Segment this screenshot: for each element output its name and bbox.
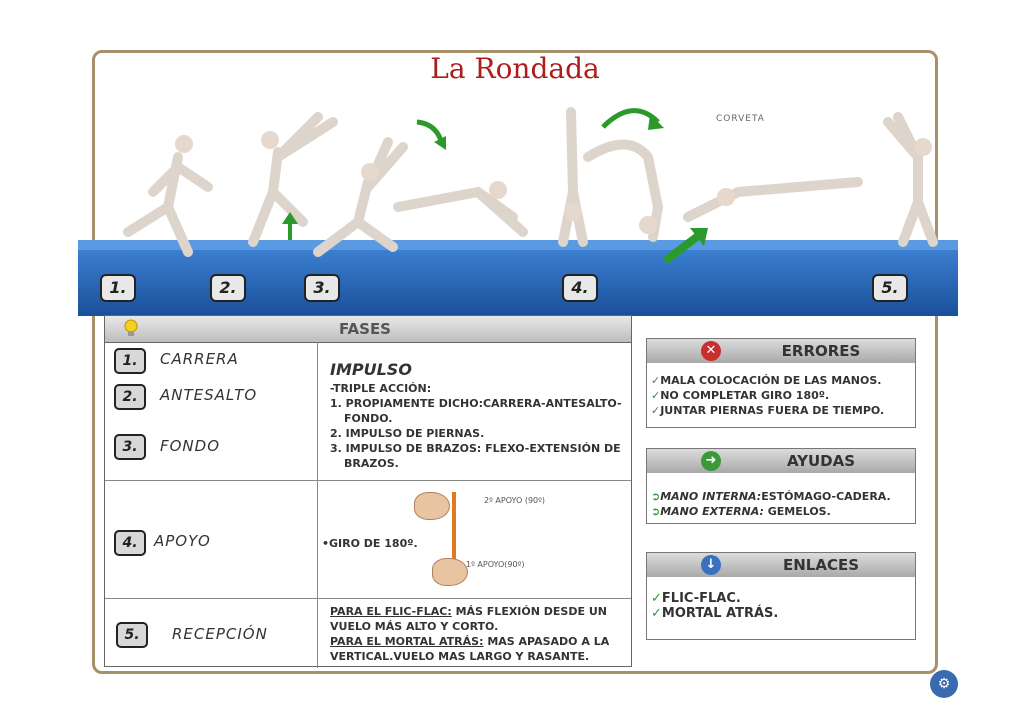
ayuda-text: GEMELOS. — [763, 505, 831, 518]
impulso-line: -TRIPLE ACCIÓN: — [330, 382, 432, 395]
recepcion-text: MÁS FLEXIÓN DESDE UN — [451, 605, 607, 618]
check-icon: ✓ — [651, 374, 661, 387]
enlace-item — [647, 591, 915, 606]
check-icon: ✓ — [651, 606, 662, 621]
ayuda-text: ESTÓMAGO-CADERA. — [761, 490, 891, 503]
hand-icon-upper — [414, 492, 450, 520]
row-badge-5: 5. — [116, 622, 148, 648]
enlace-item — [647, 606, 915, 621]
error-item-text: JUNTAR PIERNAS FUERA DE TIEMPO. — [660, 404, 885, 417]
ayudas-title: AYUDAS — [786, 452, 856, 470]
logo-icon: ⚙ — [930, 670, 958, 698]
phase-name-carrera: CARRERA — [160, 350, 239, 368]
ayudas-header — [647, 449, 915, 473]
errores-header — [647, 339, 915, 363]
gymnast-figure-1 — [108, 112, 228, 262]
check-icon: ✓ — [651, 389, 661, 402]
recepcion-line-3 — [330, 634, 609, 649]
row-badge-2: 2. — [114, 384, 146, 410]
phase-badge-5: 5. — [872, 274, 908, 302]
phase-badge-1: 1. — [100, 274, 136, 302]
impulso-line: 2. IMPULSO DE PIERNAS. — [330, 427, 485, 440]
hand-icon-lower — [432, 558, 468, 586]
errores-title: ERRORES — [781, 342, 861, 360]
second-support-label: 2º APOYO (90º) — [484, 496, 546, 505]
green-diagonal-arrow-icon — [660, 226, 710, 266]
row-badge-1: 1. — [114, 348, 146, 374]
green-up-arrow-icon — [278, 212, 302, 242]
ayuda-label: MANO INTERNA: — [660, 490, 762, 503]
apoyo-text: •GIRO DE 180º. — [322, 537, 418, 550]
row-badge-3: 3. — [114, 434, 146, 460]
first-support-label: 1º APOYO(90º) — [466, 560, 525, 569]
errores-box — [646, 338, 916, 428]
impulso-title: IMPULSO — [330, 360, 412, 379]
recepcion-mortal-label: PARA EL MORTAL ATRÁS: — [330, 635, 484, 648]
enlaces-header — [647, 553, 915, 577]
corveta-label: CORVETA — [716, 114, 765, 124]
phase-name-apoyo: APOYO — [154, 532, 211, 550]
column-divider — [317, 342, 318, 668]
phase-badge-2: 2. — [210, 274, 246, 302]
gymnast-sequence-scene — [78, 92, 958, 316]
recepcion-line-1 — [330, 604, 607, 619]
x-icon: ✕ — [701, 341, 721, 361]
row-divider — [105, 598, 631, 599]
recepcion-line-4: VERTICAL.VUELO MAS LARGO Y RASANTE. — [330, 650, 590, 663]
recepcion-text: MAS APASADO A LA — [483, 635, 610, 648]
gymnast-figure-5 — [878, 112, 958, 252]
enlace-item-text: MORTAL ATRÁS. — [661, 606, 779, 621]
recepcion-flicflac-label: PARA EL FLIC-FLAC: — [330, 605, 452, 618]
green-curved-arrow-icon — [412, 114, 452, 154]
phase-badge-4: 4. — [562, 274, 598, 302]
error-item-text: MALA COLOCACIÓN DE LAS MANOS. — [660, 374, 882, 387]
ayuda-item — [647, 489, 915, 504]
error-item — [647, 388, 915, 403]
curved-arrow-icon: ➲ — [651, 505, 661, 518]
phases-header-label: FASES — [339, 320, 391, 338]
gymnast-figure-corveta — [678, 147, 868, 227]
enlaces-box — [646, 552, 916, 640]
curved-arrow-icon: ➲ — [651, 490, 661, 503]
arrow-down-icon: ↓ — [701, 555, 721, 575]
phase-badge-3: 3. — [304, 274, 340, 302]
row-divider — [105, 480, 631, 481]
ayudas-box — [646, 448, 916, 524]
error-item — [647, 403, 915, 418]
arrow-right-icon: ➜ — [701, 451, 721, 471]
gymnast-figure-4 — [378, 172, 538, 242]
phase-name-fondo: FONDO — [160, 437, 221, 455]
ayuda-label: MANO EXTERNA: — [660, 505, 764, 518]
green-arc-arrow-icon — [598, 102, 668, 132]
error-item-text: NO COMPLETAR GIRO 180º. — [660, 389, 830, 402]
impulso-line: 1. PROPIAMENTE DICHO:CARRERA-ANTESALTO- — [330, 397, 622, 410]
error-item — [647, 373, 915, 388]
enlace-item-text: FLIC-FLAC. — [661, 591, 741, 606]
lightbulb-icon — [121, 318, 141, 338]
enlaces-title: ENLACES — [782, 556, 860, 574]
row-badge-4: 4. — [114, 530, 146, 556]
phases-table-header — [105, 316, 631, 343]
check-icon: ✓ — [651, 404, 661, 417]
impulso-line: BRAZOS. — [344, 457, 399, 470]
check-icon: ✓ — [651, 591, 662, 606]
recepcion-line-2: VUELO MÁS ALTO Y CORTO. — [330, 620, 499, 633]
phase-name-antesalto: ANTESALTO — [160, 386, 258, 404]
phase-name-recepcion: RECEPCIÓN — [172, 625, 268, 643]
ayuda-item — [647, 504, 915, 519]
page-title: La Rondada — [430, 52, 600, 85]
impulso-line: FONDO. — [344, 412, 393, 425]
impulso-line: 3. IMPULSO DE BRAZOS: FLEXO-EXTENSIÓN DE — [330, 442, 621, 455]
